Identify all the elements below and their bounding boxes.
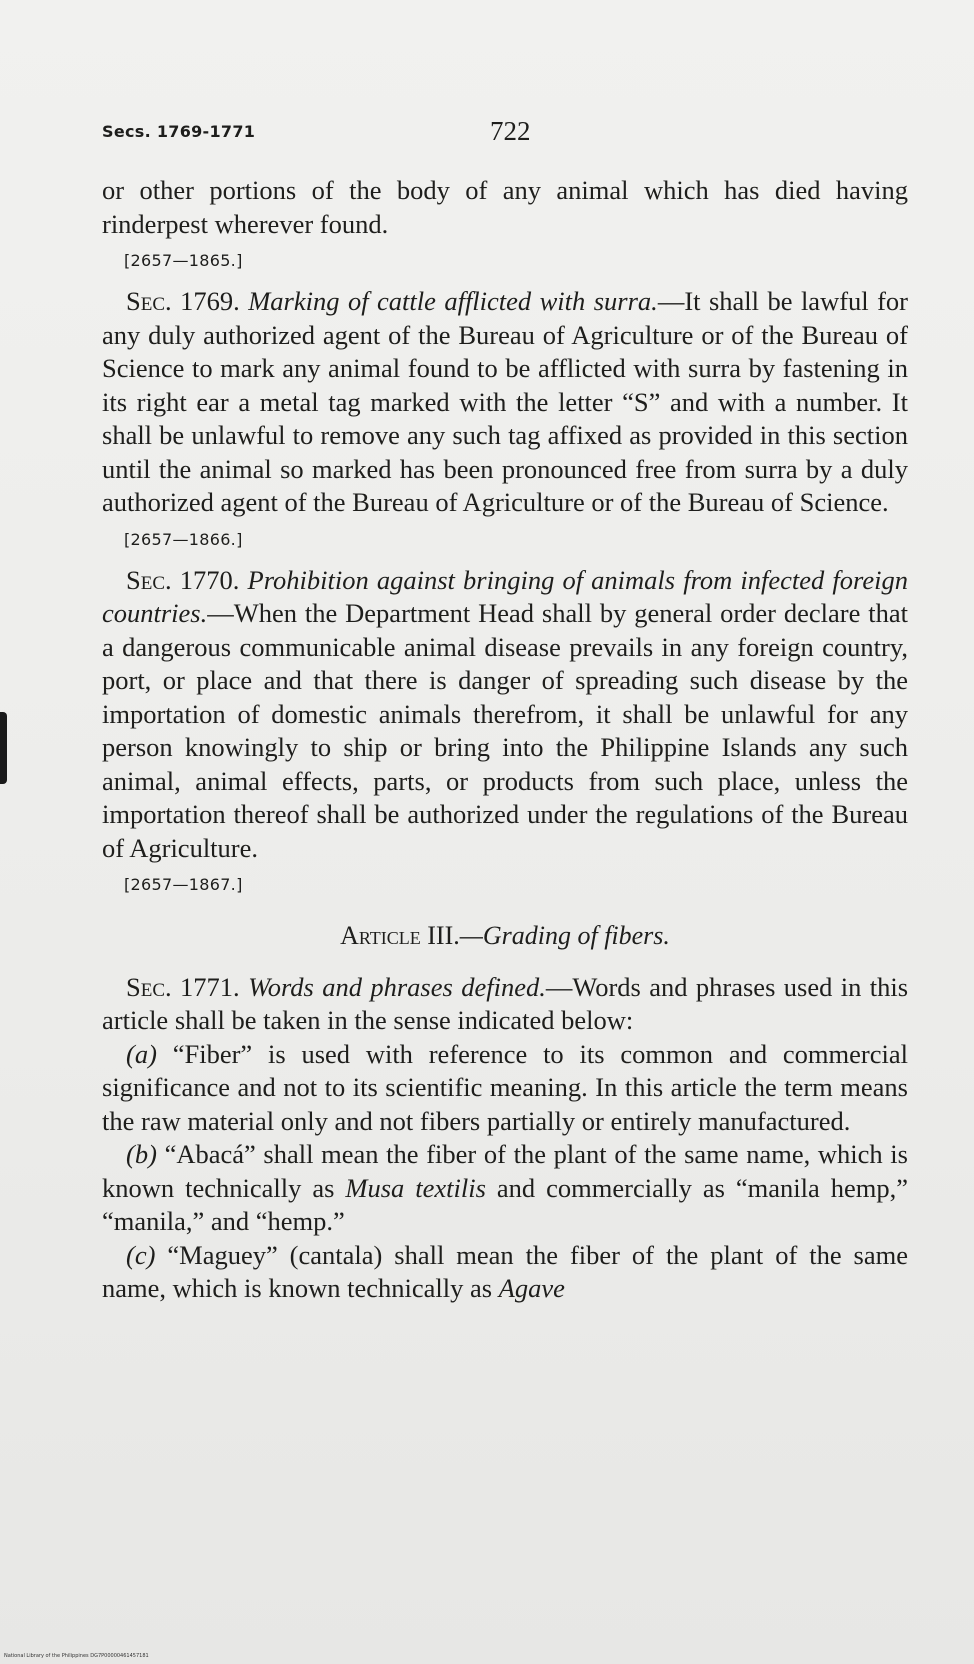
item-marker: (a) (126, 1038, 157, 1069)
reference-note: [2657—1866.] (124, 529, 243, 549)
section-number: 1771. (180, 971, 240, 1002)
item-text: and commercially as “manila hemp,” “manila,” and “hemp.” (102, 1172, 908, 1236)
section-text: —It shall be lawful for any duly authorized agent of the Bureau of Agriculture or of the Bureau of Science to mark any animal found to be afflicted with surra by fastening in its right ear a metal tag marked with the letter “S” and with a number. It shall be unlawful to remove any such tag affixed as provided in this section until the animal so marked has been pronounced free from surra by a duly authorized agent of the Bureau of Agriculture or of the Bureau of Science. (102, 286, 909, 517)
section-title: Marking of cattle afflicted with surra. (248, 286, 658, 316)
page-header (102, 116, 902, 152)
continuation-paragraph: or other portions of the body of any animal which has died having rinderpest wherever found. (102, 175, 908, 239)
section-text: —Words and phrases used in this article shall be taken in the sense indicated below: (102, 971, 909, 1035)
item-marker: (c) (126, 1239, 156, 1270)
scientific-name: Agave (498, 1273, 565, 1303)
item-text: “Fiber” is used with reference to its common and commercial significance and not to its scientific meaning. In this article the term means the raw material only and not fibers partially or entirely manufactured. (102, 1038, 908, 1136)
document-body (102, 174, 908, 1306)
scientific-name: Musa textilis (345, 1172, 486, 1203)
section-title: Words and phrases defined. (248, 971, 546, 1002)
section-text: —When the Department Head shall by general order declare that a dangerous communicable animal disease prevails in any foreign country, port, or place and that there is danger of spreading such disease by the importation of domestic animals therefrom, it shall be unlawful for any person knowingly to ship or bring into the Philippine Islands any such animal, animal effects, parts, or products from such place, unless the importation thereof shall be authorized under the regulations of the Bureau of Agriculture. (102, 598, 908, 863)
reference-note: [2657—1865.] (124, 251, 243, 270)
section-1771 (102, 971, 908, 1038)
section-label: Sec. (126, 971, 172, 1002)
section-range: Secs. 1769-1771 (102, 122, 256, 141)
article-label: Article III. (340, 921, 460, 950)
item-text: “Maguey” (cantala) shall mean the fiber of the plant of the same name, which is known technically as (102, 1239, 908, 1303)
section-label: Sec. (126, 286, 172, 316)
section-label: Sec. (126, 564, 172, 595)
page-number: 722 (490, 116, 531, 146)
reference-note: [2657—1867.] (124, 875, 243, 894)
item-marker: (b) (126, 1139, 157, 1169)
article-title: —Grading of fibers. (459, 921, 670, 950)
item-text: “Abacá” shall mean the fiber of the plant of the same name, which is known technically as (102, 1139, 908, 1203)
scan-footer: National Library of the Philippines DG7P00000461457181 (4, 1653, 149, 1659)
article-heading (102, 919, 908, 953)
definition-b (102, 1138, 908, 1239)
section-title: Prohibition against bringing of animals from infected foreign countries. (102, 564, 908, 628)
section-1770 (102, 564, 908, 866)
section-1769 (102, 285, 908, 520)
definition-c (102, 1239, 908, 1306)
binding-mark (0, 712, 7, 784)
section-number: 1770. (179, 564, 240, 595)
definition-a (102, 1038, 908, 1139)
section-number: 1769. (180, 286, 240, 316)
